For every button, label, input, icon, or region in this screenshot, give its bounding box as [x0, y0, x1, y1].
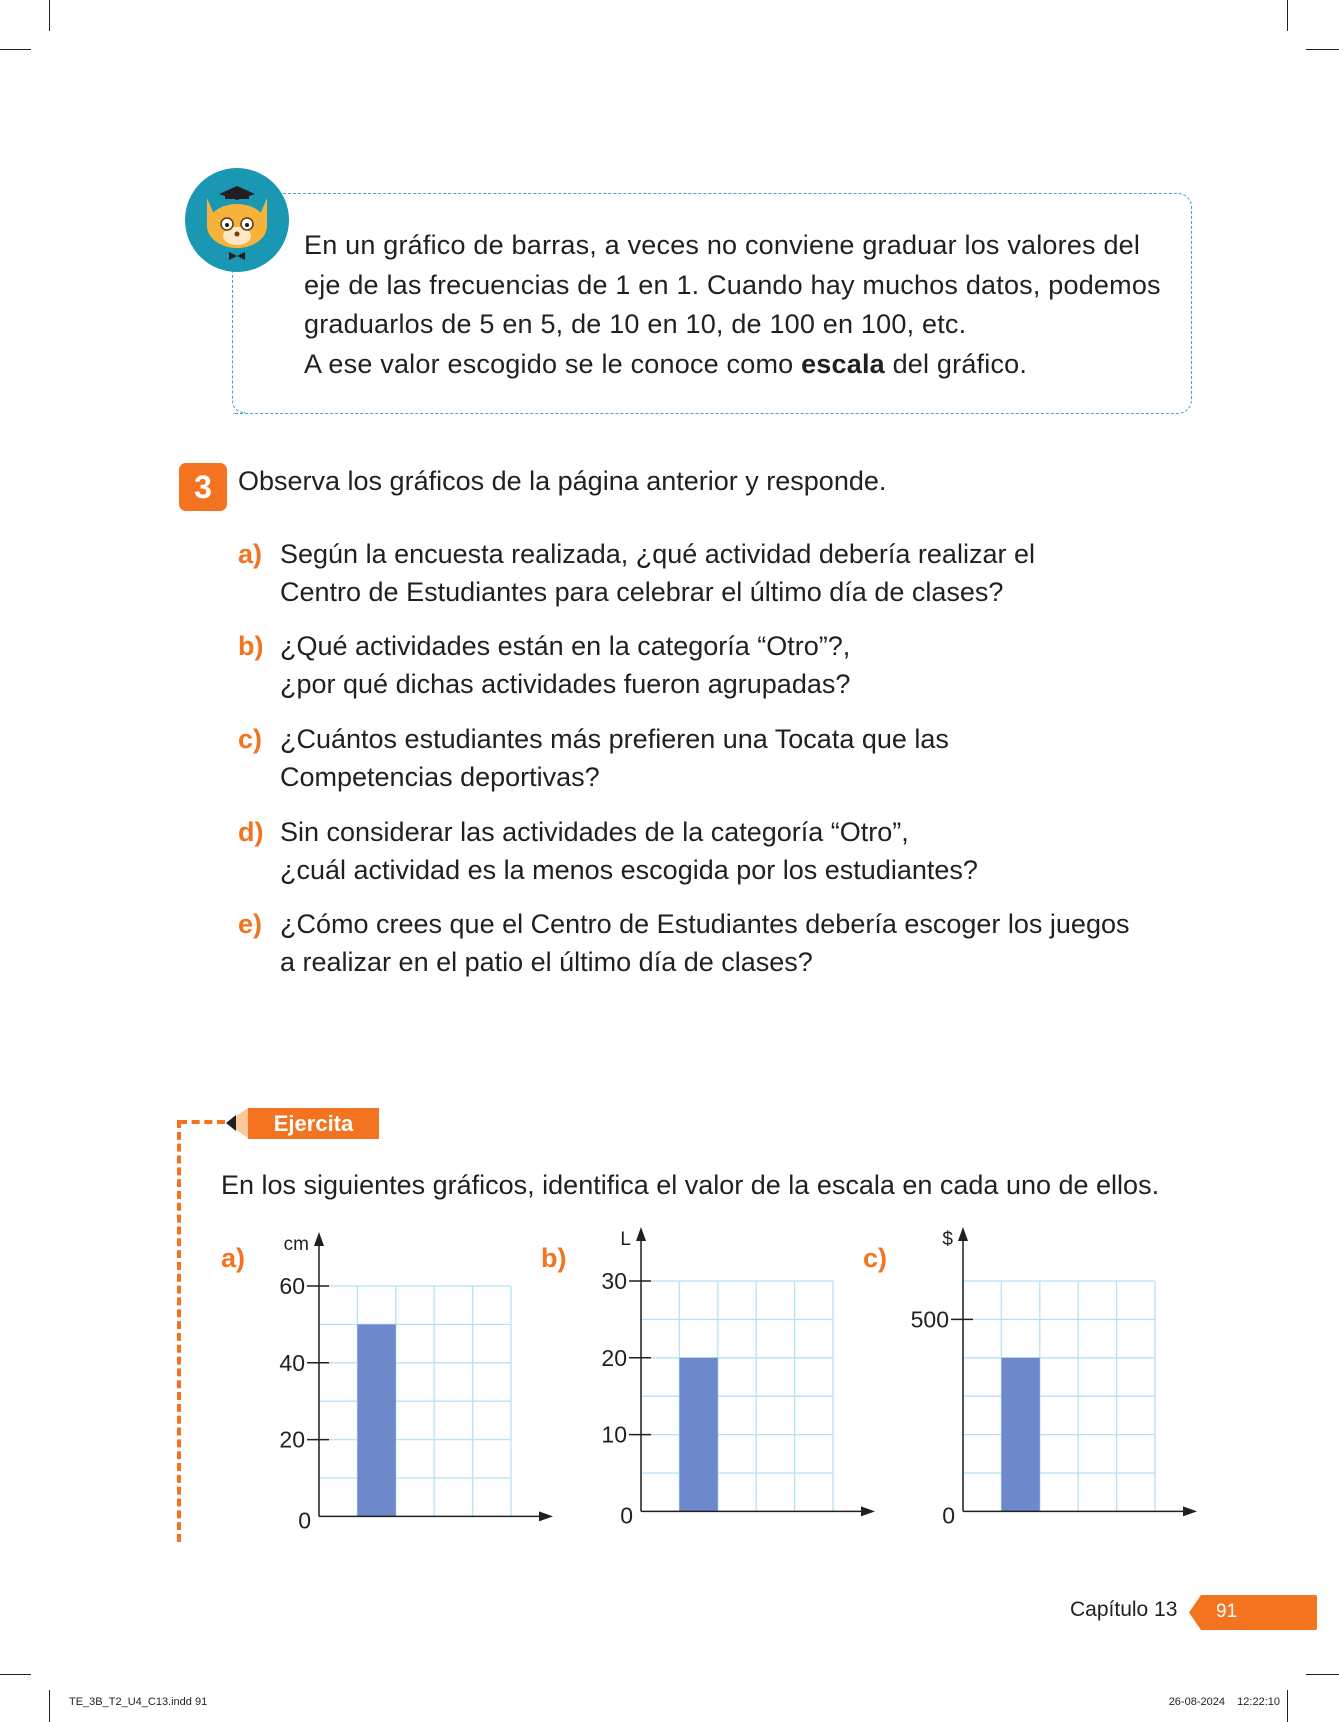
y-axis-arrow-icon	[958, 1227, 968, 1241]
pencil-lead-icon	[226, 1115, 236, 1131]
y-tick-label: 40	[279, 1349, 305, 1376]
y-tick-label: 0	[620, 1502, 633, 1529]
x-axis-arrow-icon	[1183, 1506, 1197, 1516]
chart-label: a)	[221, 1243, 246, 1273]
y-tick-label: 500	[910, 1306, 949, 1333]
question-item	[238, 721, 1180, 796]
y-tick-label: 0	[298, 1507, 311, 1534]
tip-text-part: del gráfico.	[884, 348, 1028, 379]
question-item	[238, 814, 1180, 889]
item-text: Centro de Estudiantes para celebrar el último día de clases?	[280, 576, 1004, 607]
y-tick-label: 20	[601, 1344, 627, 1371]
tip-line: En un gráfico de barras, a veces no conviene graduar los valores del	[304, 230, 1141, 260]
crop-mark	[1287, 1690, 1288, 1722]
bar	[679, 1358, 717, 1512]
bar-chart-b	[572, 1225, 872, 1535]
crop-mark	[49, 1690, 50, 1722]
tip-line: graduarlos de 5 en 5, de 10 en 10, de 100 en 100, etc.	[304, 309, 967, 339]
y-tick-label: 20	[279, 1426, 305, 1453]
bar	[357, 1324, 395, 1516]
crop-mark	[1287, 0, 1288, 31]
item-text: a realizar en el patio el último día de clases?	[280, 946, 813, 977]
item-letter: a)	[238, 539, 263, 569]
question-number-badge: 3	[179, 463, 227, 511]
chart-label: c)	[863, 1243, 888, 1273]
ejercita-dashed-line	[179, 1120, 225, 1124]
y-tick-label: 60	[279, 1273, 305, 1299]
y-axis-arrow-icon	[636, 1227, 646, 1241]
tip-keyword: escala	[801, 348, 885, 379]
y-axis-unit-label: cm	[283, 1234, 309, 1255]
ejercita-dashed-line	[177, 1120, 181, 1542]
bar-chart-c	[894, 1225, 1194, 1535]
y-axis-unit-label: $	[942, 1229, 953, 1250]
y-tick-label: 30	[601, 1268, 627, 1294]
file-slug: TE_3B_T2_U4_C13.indd 91	[69, 1696, 208, 1708]
item-text: ¿cuál actividad es la menos escogida por los estudiantes?	[280, 854, 978, 885]
item-text: Según la encuesta realizada, ¿qué actividad debería realizar el	[280, 539, 1035, 569]
x-axis-arrow-icon	[539, 1511, 553, 1521]
chapter-label: Capítulo 13	[1070, 1598, 1178, 1621]
question-item	[238, 628, 1180, 703]
question-title: Observa los gráficos de la página anterior y responde.	[238, 466, 887, 496]
item-letter: d)	[238, 817, 264, 847]
item-text: ¿Cómo crees que el Centro de Estudiantes debería escoger los juegos	[280, 909, 1130, 939]
tip-box-border	[232, 262, 245, 413]
item-text: Competencias deportivas?	[280, 761, 600, 792]
fox-mascot-icon	[185, 168, 289, 272]
item-text: ¿Qué actividades están en la categoría “Otro”?,	[280, 631, 851, 661]
item-text: ¿Cuántos estudiantes más prefieren una Tocata que las	[280, 724, 949, 754]
bar	[1001, 1358, 1039, 1512]
tip-text	[304, 226, 1184, 384]
x-axis-arrow-icon	[861, 1506, 875, 1516]
bar-chart-a	[250, 1230, 550, 1540]
crop-mark	[1306, 49, 1339, 50]
item-letter: c)	[238, 724, 263, 754]
date-slug: 26-08-2024 12:22:10	[1168, 1696, 1280, 1708]
item-letter: e)	[238, 909, 263, 939]
y-tick-label: 0	[942, 1502, 955, 1529]
page-number: 91	[1216, 1601, 1238, 1622]
ejercita-label: Ejercita	[248, 1108, 379, 1139]
item-text: Sin considerar las actividades de la categoría “Otro”,	[280, 817, 909, 847]
y-axis-unit-label: L	[620, 1229, 631, 1250]
question-item	[238, 906, 1180, 981]
question-item	[238, 536, 1180, 611]
crop-mark	[1306, 1674, 1339, 1675]
tip-text-part: A ese valor escogido se le conoce como	[304, 348, 802, 379]
crop-mark	[49, 0, 50, 31]
crop-mark	[0, 1674, 31, 1675]
exercise-instruction: En los siguientes gráficos, identifica el valor de la escala en cada uno de ellos.	[221, 1170, 1160, 1200]
tip-line	[304, 345, 1184, 385]
y-tick-label: 10	[601, 1421, 627, 1448]
crop-mark	[0, 49, 31, 50]
item-text: ¿por qué dichas actividades fueron agrupadas?	[280, 668, 851, 699]
item-letter: b)	[238, 631, 264, 661]
chart-label: b)	[541, 1243, 567, 1273]
page-tab	[1189, 1595, 1317, 1630]
y-axis-arrow-icon	[314, 1232, 324, 1246]
tip-line: eje de las frecuencias de 1 en 1. Cuando hay muchos datos, podemos	[304, 269, 1161, 300]
